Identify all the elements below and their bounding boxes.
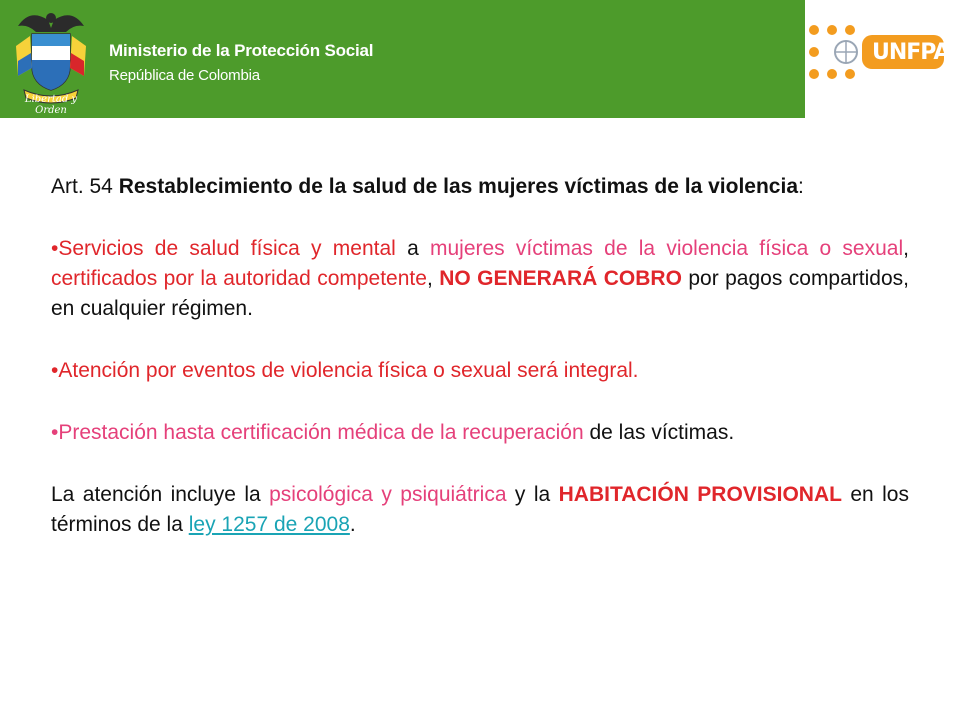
closing-paragraph: La atención incluye la psicológica y psiquiátrica y la HABITACIÓN PROVISIONAL en los términos de la ley 1257 de 2008.: [51, 483, 909, 536]
crest-motto: Libertad y Orden: [24, 94, 78, 116]
republic-subtitle: República de Colombia: [109, 67, 260, 84]
header-band: [0, 0, 805, 118]
unfpa-logo-text: UNFPA: [872, 40, 950, 65]
slide-content: [51, 172, 909, 572]
bullet-integral-care: •Atención por eventos de violencia física o sexual será integral.: [51, 359, 639, 382]
bullet-recovery: •Prestación hasta certificación médica de la recuperación de las víctimas.: [51, 421, 735, 444]
article-heading: Art. 54 Restablecimiento de la salud de las mujeres víctimas de la violencia:: [51, 175, 804, 198]
law-link[interactable]: ley 1257 de 2008: [188, 513, 350, 536]
ministry-title: Ministerio de la Protección Social: [109, 41, 374, 60]
bullet-health-services: •Servicios de salud física y mental a mujeres víctimas de la violencia física o sexual, certificados por la autoridad competente, NO GENERARÁ COBRO por pagos compartidos, en cualquier régimen.: [51, 237, 909, 320]
